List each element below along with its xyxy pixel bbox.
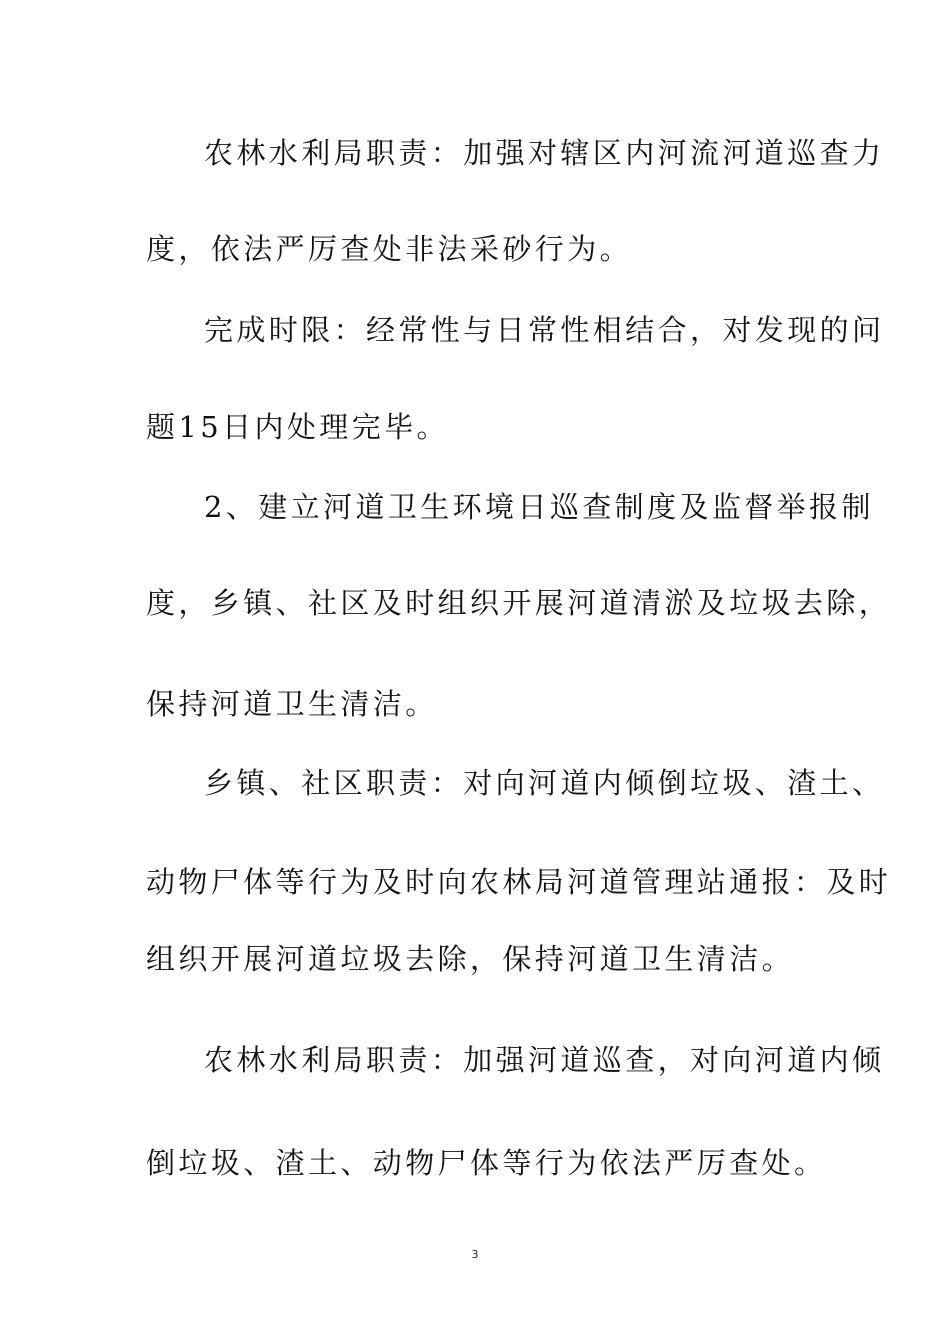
paragraph-line: 度，乡镇、社区及时组织开展河道清淤及垃圾去除， — [146, 586, 892, 620]
paragraph-line: 农林水利局职责：加强对辖区内河流河道巡查力 — [204, 136, 885, 170]
page-number: 3 — [471, 1248, 479, 1261]
paragraph-line: 动物尸体等行为及时向农林局河道管理站通报：及时 — [146, 865, 892, 899]
paragraph-line: 组织开展河道垃圾去除，保持河道卫生清洁。 — [146, 942, 795, 976]
paragraph-line: 倒垃圾、渣土、动物尸体等行为依法严厉查处。 — [146, 1146, 827, 1180]
paragraph-line: 2、建立河道卫生环境日巡查制度及监督举报制 — [204, 490, 874, 524]
paragraph-line: 乡镇、社区职责：对向河道内倾倒垃圾、渣土、 — [204, 766, 885, 800]
paragraph-line: 农林水利局职责：加强河道巡查，对向河道内倾 — [204, 1043, 885, 1077]
paragraph-line: 完成时限：经常性与日常性相结合，对发现的问 — [204, 313, 885, 347]
paragraph-line: 度，依法严厉查处非法采砂行为。 — [146, 232, 633, 266]
paragraph-line: 保持河道卫生清洁。 — [146, 687, 438, 721]
paragraph-line: 题15日内处理完毕。 — [146, 410, 449, 444]
